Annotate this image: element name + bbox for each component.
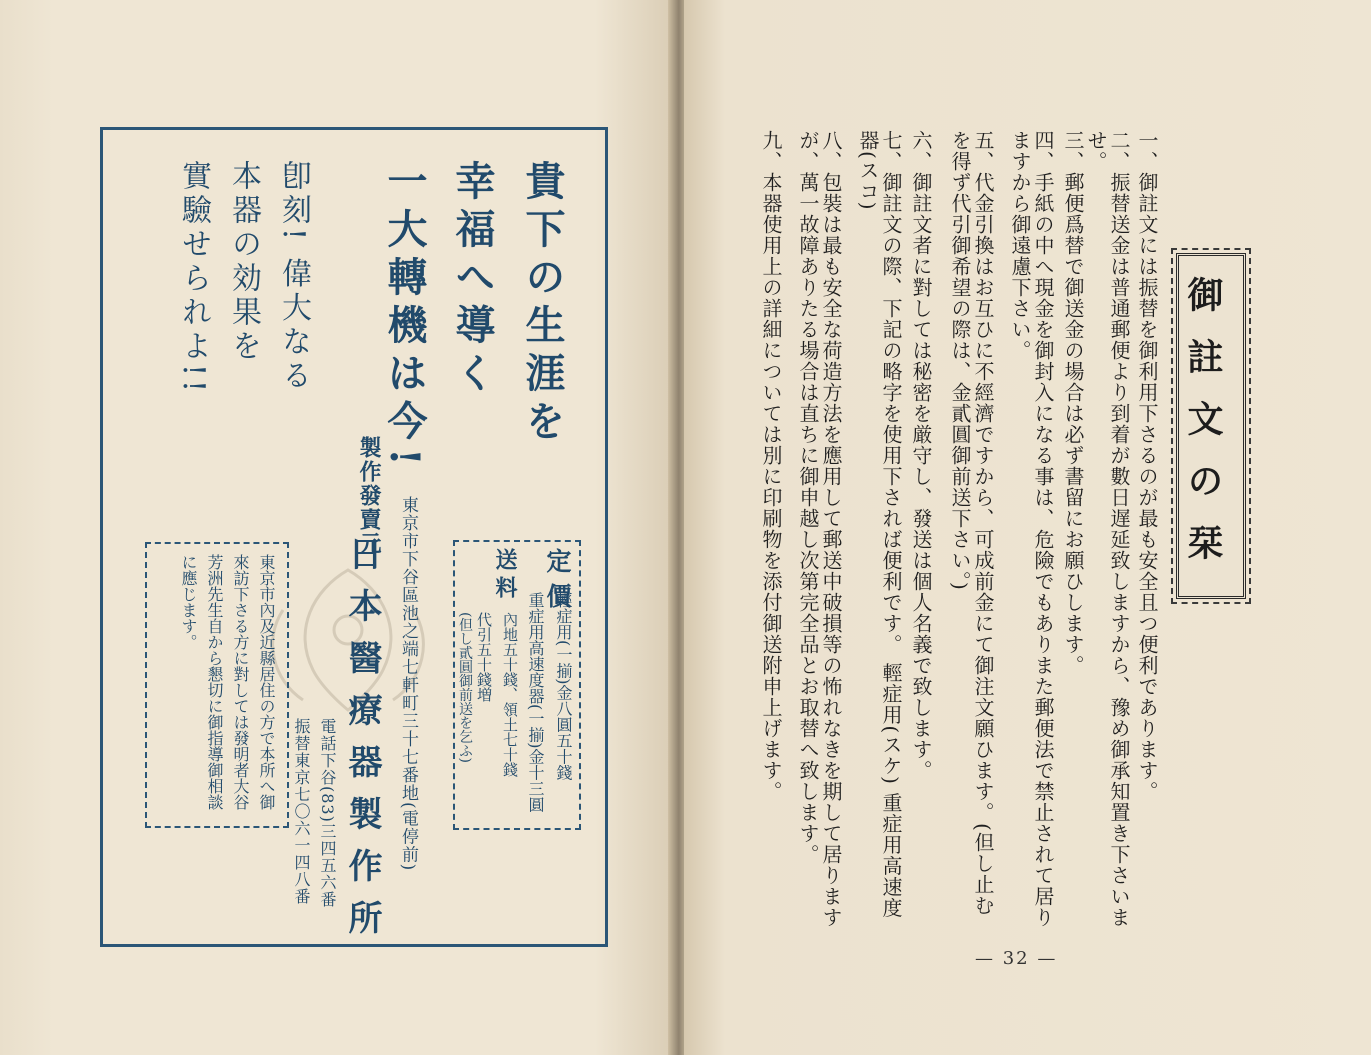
order-item-1: 一、御註文には振替を御利用下さるのが最も安全且つ便利であります。 [1135,130,1159,802]
advertisement-frame [100,127,608,952]
maker-label: 製作發賣元 [356,436,382,556]
order-item-3: 三、郵便爲替で御送金の場合は必ず書留にお願ひします。 [1061,130,1085,676]
order-item-6: 六、御註文者に對しては秘密を厳守し、發送は個人名義で致します。 [909,130,933,781]
maker-name: 日本醫療器製作所 [342,536,382,952]
visit-notice-text: 東京市內及近縣居住の方で本所へ御來訪下さる方に對しては發明者大谷芳洲先生自から懇切に御指導御相談に應じます。 [179,554,276,810]
shipping-label: 送料 [492,548,518,604]
left-page [0,0,676,1055]
shipping-domestic: 內地五十錢、領土七十錢 [501,612,519,777]
price-box [453,540,581,830]
order-item-5: 五、代金引換はお互ひに不經濟ですから、可成前金にて御注文願ひます。(但し止むを得ず代引御希望の際は、金貳圓御前送下さい。) [948,130,995,916]
order-item-2: 二、振替送金は普通郵便より到着が數日遅延致しますから、豫め御承知置き下さいませ。 [1084,130,1131,928]
visit-notice-box [145,542,289,828]
order-guide-title: 御註文の栞 [1182,276,1224,586]
price-heavy: 重症用高速度器(一揃)金十三圓 [526,592,545,813]
price-title: 定價 [543,548,572,618]
slogan-line-3: 一大轉機は今! [381,160,428,474]
order-items [738,130,1158,950]
page-number: — 32 — [975,948,1058,969]
shipping-cod-note: (但し貳圓御前送を乞ふ) [457,612,473,763]
order-item-7: 七、御註文の際、下記の略字を使用下されば便利です。 輕症用(スケ) 重症用高速度器(スコ) [856,130,903,919]
order-guide-title-box [1176,253,1246,599]
slogan-line-2: 幸福へ導く [449,160,496,400]
maker-transfer-account: 振替東京七〇六一四八番 [292,718,311,905]
shipping-cod: 代引五十錢増 [475,612,493,702]
price-light: 輕症用(一揃)金八圓五十錢 [554,592,573,781]
order-item-9: 九、本器使用上の詳細については別に印刷物を添付御送附申上げます。 [759,130,783,802]
order-item-4: 四、手紙の中へ現金を御封入になる事は、危險でもありまた郵便法で禁止されて居りますから御遠慮下さい。 [1008,130,1055,928]
slogan-line-5: 本器の効果を [226,160,261,364]
order-item-8: 八、包裝は最も安全な荷造方法を應用して郵送中破損等の怖れなきを期して居りますが、萬一故障ありたる場合は直ちに御申越し次第完全品とお取替へ致します。 [796,130,843,928]
maker-telephone: 電話下谷(83)三四五六番 [318,718,337,908]
slogan-line-4: 卽刻! 偉大なる [276,160,311,394]
maker-address: 東京市下谷區池之端七軒町三十七番地(電停前) [398,496,418,872]
slogan-line-6: 實驗せられよ!! [176,160,211,397]
slogan-line-1: 貴下の生涯を [519,160,566,448]
